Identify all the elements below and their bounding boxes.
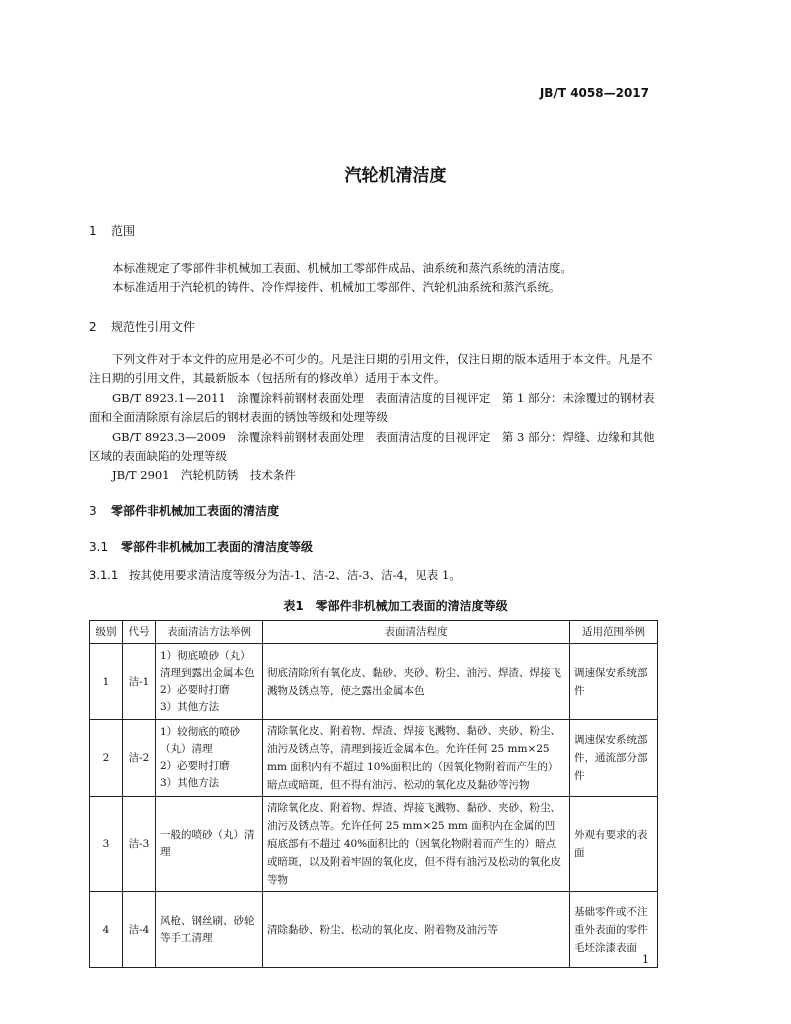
clause-text: 按其使用要求清洁度等级分为洁-1、洁-2、洁-3、洁-4，见表 1。 [129,568,461,582]
section-1-heading [89,222,135,239]
table-row [90,720,658,797]
cell-level: 3 [90,797,123,892]
paragraph: 本标准规定了零部件非机械加工表面、机械加工零部件成品、油系统和蒸汽系统的清洁度。 [112,261,572,275]
header-code: 代号 [123,621,156,644]
cell-scope: 外观有要求的表面 [570,797,658,892]
section-3-1-heading [89,538,313,555]
header-level: 级别 [90,621,123,644]
header-scope: 适用范围举例 [570,621,658,644]
cell-method [156,720,263,797]
section-title: 范围 [111,224,136,238]
cell-scope: 基础零件或不注重外表面的零件毛坯涂漆表面 [570,892,658,968]
cleanliness-table [89,620,658,968]
cell-scope: 调速保安系统部件，通流部分部件 [570,720,658,797]
table-caption: 表1 零部件非机械加工表面的清洁度等级 [283,599,508,613]
cell-code: 洁-4 [123,892,156,968]
section-title: 规范性引用文件 [111,320,196,334]
method-line: 1）彻底喷砂（丸）清理到露出金属本色 [160,649,255,679]
table-header-row [90,621,658,644]
cell-code: 洁-1 [123,644,156,720]
clause-number: 3.1.1 [89,568,119,582]
table-row [90,644,658,720]
method-line: 3）其他方法 [160,777,220,789]
clause-3-1-1 [89,566,657,585]
cell-degree: 彻底清除所有氧化皮、黏砂、夹砂、粉尘、油污、焊渣、焊接飞溅物及锈点等，使之露出金属本色 [263,644,570,720]
document-title: 汽轮机清洁度 [344,166,447,186]
cell-method [156,644,263,720]
method-line: 风枪、钢丝刷、砂轮等手工清理 [160,914,255,944]
cell-scope: 调速保安系统部件 [570,644,658,720]
paragraph: 本标准适用于汽轮机的铸件、冷作焊接件、机械加工零部件、汽轮机油系统和蒸汽系统。 [112,280,561,294]
method-line: 2）必要时打磨 [160,760,230,772]
cell-level: 2 [90,720,123,797]
section-title: 零部件非机械加工表面的清洁度 [111,504,280,518]
reference-item: GB/T 8923.1—2011 涂覆涂料前钢材表面处理 表面清洁度的目视评定 第 1 部分：未涂覆过的钢材表面和全面清除原有涂层后的钢材表面的锈蚀等级和处理等级 [89,391,655,424]
method-line: 3）其他方法 [160,700,220,713]
reference-item: JB/T 2901 汽轮机防锈 技术条件 [112,468,297,482]
method-line: 1）较彻底的喷砂（丸）清理 [160,726,241,755]
section-2-heading [89,318,195,335]
cell-degree: 清除氧化皮、附着物、焊渣、焊接飞溅物、黏砂、夹砂、粉尘、油污及锈点等，清理到接近金属本色。允许任何 25 mm×25 mm 面积内有不超过 10%面积比的（因氧化物附着而产生的）暗点或暗斑，但不得有油污、松动的氧化皮及黏砂等污物 [263,720,570,797]
page-number: 1 [642,953,649,966]
table-row [90,892,658,968]
cell-code: 洁-3 [123,797,156,892]
section-3-heading [89,502,279,519]
cell-method [156,892,263,968]
cell-degree: 清除黏砂、粉尘、松动的氧化皮、附着物及油污等 [263,892,570,968]
header-method: 表面清洁方法举例 [156,621,263,644]
header-degree: 表面清洁程度 [263,621,570,644]
reference-item: GB/T 8923.3—2009 涂覆涂料前钢材表面处理 表面清洁度的目视评定 第 3 部分：焊缝、边缘和其他区域的表面缺陷的处理等级 [89,430,655,463]
paragraph: 下列文件对于本文件的应用是必不可少的。凡是注日期的引用文件，仅注日期的版本适用于本文件。凡是不注日期的引用文件，其最新版本（包括所有的修改单）适用于本文件。 [89,352,653,385]
section-number: 1 [89,224,97,238]
section-number: 2 [89,320,97,334]
cell-degree: 清除氧化皮、附着物、焊渣、焊接飞溅物、黏砂、夹砂、粉尘、油污及锈点等。允许任何 25 mm×25 mm 面积内在金属的凹痕底部有不超过 40%面积比的（因氧化物附着而产生的）暗点或暗斑，以及附着牢固的氧化皮，但不得有油污及松动的氧化皮等物 [263,797,570,892]
table-row [90,797,658,892]
section-number: 3 [89,504,97,518]
section-number: 3.1 [89,540,109,554]
method-line: 2）必要时打磨 [160,683,230,696]
cell-code: 洁-2 [123,720,156,797]
cell-level: 4 [90,892,123,968]
cell-level: 1 [90,644,123,720]
method-line: 一般的喷砂（丸）清理 [160,829,255,858]
standard-number: JB/T 4058—2017 [539,86,649,100]
section-title: 零部件非机械加工表面的清洁度等级 [121,540,314,554]
cell-method [156,797,263,892]
